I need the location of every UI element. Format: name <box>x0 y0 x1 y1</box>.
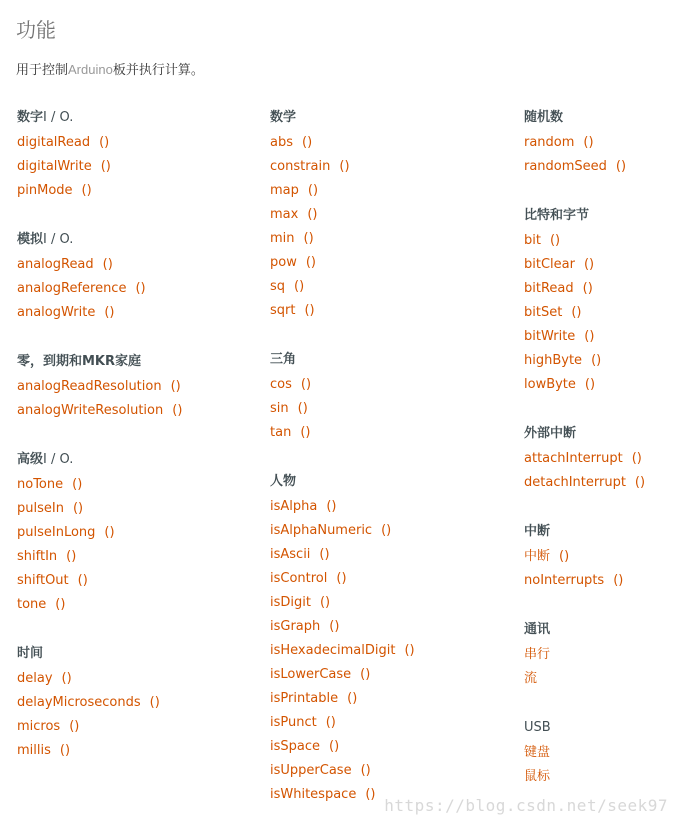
function-group <box>524 521 674 593</box>
function-link-sq[interactable] <box>270 275 500 299</box>
function-link-millis[interactable] <box>17 739 247 763</box>
function-name: analogRead <box>17 257 94 272</box>
function-link-isprintable[interactable] <box>270 687 500 711</box>
group-heading-label: 数学 <box>270 110 297 125</box>
group-spacer <box>524 397 674 423</box>
group-heading-suffix: I / O. <box>43 452 74 467</box>
function-parens: () <box>77 573 88 588</box>
function-name: isAlpha <box>270 499 318 514</box>
group-heading-label: 外部中断 <box>524 426 577 441</box>
function-parens: () <box>584 377 596 392</box>
function-name: noTone <box>17 477 64 492</box>
group-spacer <box>17 617 247 643</box>
function-name: cos <box>270 377 292 392</box>
function-parens: () <box>329 619 340 634</box>
function-parens: () <box>307 207 318 222</box>
group-heading <box>17 449 247 473</box>
function-name: map <box>270 183 299 198</box>
function-parens: () <box>326 499 337 514</box>
function-name: abs <box>270 135 293 150</box>
function-name: millis <box>17 743 51 758</box>
function-name: random <box>524 135 575 150</box>
function-name: delay <box>17 671 53 686</box>
function-parens: () <box>55 597 66 612</box>
function-link-shiftin[interactable] <box>17 545 247 569</box>
function-parens: () <box>81 183 92 198</box>
group-spacer <box>524 495 674 521</box>
function-parens: () <box>61 671 72 686</box>
library-link[interactable]: 串行 <box>524 647 551 662</box>
function-parens: () <box>307 183 319 198</box>
function-parens: () <box>381 523 392 538</box>
group-spacer <box>17 203 247 229</box>
function-parens: () <box>360 763 371 778</box>
function-link-map[interactable] <box>270 179 500 203</box>
function-name: bitSet <box>524 305 563 320</box>
column-2 <box>270 107 500 807</box>
function-link-digitalwrite[interactable] <box>17 155 247 179</box>
function-group <box>17 643 247 763</box>
function-link-tan[interactable] <box>270 421 500 445</box>
function-link-islowercase[interactable] <box>270 663 500 687</box>
group-heading-suffix: I / O. <box>43 232 74 247</box>
group-heading-label: 零，到期和MKR家庭 <box>17 354 142 369</box>
function-parens: () <box>559 549 570 564</box>
column-3 <box>524 107 674 789</box>
group-heading-label: 人物 <box>270 474 297 489</box>
function-name: analogReadResolution <box>17 379 162 394</box>
group-heading-label: 时间 <box>17 646 44 661</box>
function-parens: () <box>360 667 371 682</box>
function-name: isHexadecimalDigit <box>270 643 396 658</box>
function-link-analogreadresolution[interactable] <box>17 375 247 399</box>
function-link-isdigit[interactable] <box>270 591 500 615</box>
function-group <box>524 423 674 495</box>
function-name: highByte <box>524 353 583 368</box>
function-link-micros[interactable] <box>17 715 247 739</box>
function-group <box>17 449 247 617</box>
function-parens: () <box>135 281 146 296</box>
function-parens: () <box>613 573 624 588</box>
function-parens: () <box>305 255 316 270</box>
function-parens: () <box>303 231 314 246</box>
function-name: pow <box>270 255 297 270</box>
function-parens: () <box>631 451 642 466</box>
function-link-isspace[interactable] <box>270 735 500 759</box>
function-parens: () <box>102 257 113 272</box>
function-link-isgraph[interactable] <box>270 615 500 639</box>
function-group <box>17 351 247 423</box>
function-name: max <box>270 207 299 222</box>
function-link-notone[interactable] <box>17 473 247 497</box>
function-parens: () <box>634 475 646 490</box>
library-link[interactable]: 键盘 <box>524 745 551 760</box>
function-parens: () <box>583 135 594 150</box>
group-heading <box>17 643 247 667</box>
function-parens: () <box>66 549 77 564</box>
group-heading-label: 模拟 <box>17 232 44 247</box>
function-link-pow[interactable] <box>270 251 500 275</box>
function-name: isPrintable <box>270 691 339 706</box>
function-link-randomseed[interactable] <box>524 155 674 179</box>
function-name: attachInterrupt <box>524 451 623 466</box>
function-name: delayMicroseconds <box>17 695 141 710</box>
function-name: isGraph <box>270 619 321 634</box>
column-1 <box>17 107 247 763</box>
function-link-ishexadecimaldigit[interactable] <box>270 639 500 663</box>
function-name: lowByte <box>524 377 576 392</box>
function-parens: () <box>347 691 358 706</box>
function-name: bitWrite <box>524 329 576 344</box>
function-name: bitClear <box>524 257 575 272</box>
library-link[interactable]: 鼠标 <box>524 769 551 784</box>
function-link-attachinterrupt[interactable] <box>524 447 674 471</box>
group-heading-label: 数字 <box>17 110 44 125</box>
intro-before: 用于控制 <box>16 63 69 78</box>
function-parens: () <box>325 715 336 730</box>
library-link[interactable]: 流 <box>524 671 538 686</box>
function-parens: () <box>297 401 308 416</box>
function-link-analogwriteresolution[interactable] <box>17 399 247 423</box>
function-parens: () <box>300 377 312 392</box>
function-link-isalphanumeric[interactable] <box>270 519 500 543</box>
function-name: isSpace <box>270 739 321 754</box>
function-link-iscontrol[interactable] <box>270 567 500 591</box>
group-spacer <box>524 593 674 619</box>
function-link-highbyte[interactable] <box>524 349 674 373</box>
function-link-analogreference[interactable] <box>17 277 247 301</box>
function-parens: () <box>72 501 84 516</box>
function-link-sin[interactable] <box>270 397 500 421</box>
group-spacer <box>270 323 500 349</box>
function-link-max[interactable] <box>270 203 500 227</box>
function-link-min[interactable] <box>270 227 500 251</box>
function-group <box>524 205 674 397</box>
function-name: micros <box>17 719 61 734</box>
group-heading <box>270 349 500 373</box>
group-heading-suffix: I / O. <box>43 110 74 125</box>
function-link-analogwrite[interactable] <box>17 301 247 325</box>
function-name: shiftIn <box>17 549 58 564</box>
function-parens: () <box>69 719 80 734</box>
function-link-isuppercase[interactable] <box>270 759 500 783</box>
function-group <box>270 107 500 323</box>
function-name: analogReference <box>17 281 127 296</box>
function-parens: () <box>104 525 115 540</box>
function-name: digitalRead <box>17 135 91 150</box>
function-parens: () <box>549 233 561 248</box>
group-heading <box>524 107 674 131</box>
function-name: pinMode <box>17 183 73 198</box>
function-parens: () <box>59 743 71 758</box>
function-parens: () <box>319 547 330 562</box>
function-parens: () <box>582 281 593 296</box>
function-link-isascii[interactable] <box>270 543 500 567</box>
group-heading-label: 比特和字节 <box>524 208 590 223</box>
function-link-item[interactable] <box>524 545 674 569</box>
function-name: bitRead <box>524 281 574 296</box>
function-name: detachInterrupt <box>524 475 626 490</box>
function-name: isWhitespace <box>270 787 357 802</box>
function-link-delaymicroseconds[interactable] <box>17 691 247 715</box>
function-parens: () <box>615 159 627 174</box>
function-parens: () <box>170 379 181 394</box>
function-parens: () <box>584 329 595 344</box>
group-spacer <box>17 423 247 449</box>
function-link-isalpha[interactable] <box>270 495 500 519</box>
function-link-tone[interactable] <box>17 593 247 617</box>
function-link-bit[interactable] <box>524 229 674 253</box>
function-name: isPunct <box>270 715 317 730</box>
function-parens: () <box>571 305 582 320</box>
function-link-nointerrupts[interactable] <box>524 569 674 593</box>
function-group <box>17 107 247 203</box>
group-heading <box>17 229 247 253</box>
function-link-pulseinlong[interactable] <box>17 521 247 545</box>
function-parens: () <box>583 257 595 272</box>
function-parens: () <box>104 305 115 320</box>
function-link-bitwrite[interactable] <box>524 325 674 349</box>
function-name: 中断 <box>524 549 551 564</box>
function-name: sq <box>270 279 286 294</box>
function-name: tone <box>17 597 47 612</box>
function-name: digitalWrite <box>17 159 92 174</box>
function-parens: () <box>99 135 110 150</box>
group-spacer <box>524 179 674 205</box>
function-name: analogWrite <box>17 305 96 320</box>
function-name: isDigit <box>270 595 311 610</box>
function-link-constrain[interactable] <box>270 155 500 179</box>
function-parens: () <box>302 135 313 150</box>
function-link-random[interactable] <box>524 131 674 155</box>
watermark: https://blog.csdn.net/seek97 <box>384 796 668 815</box>
group-heading <box>17 351 247 375</box>
group-heading-label: 中断 <box>524 524 551 539</box>
function-link-detachinterrupt[interactable] <box>524 471 674 495</box>
function-parens: () <box>294 279 305 294</box>
intro-after: 板并执行计算。 <box>112 63 204 78</box>
function-name: isAscii <box>270 547 311 562</box>
function-name: min <box>270 231 295 246</box>
group-spacer <box>17 325 247 351</box>
function-group <box>270 471 500 807</box>
function-parens: () <box>149 695 160 710</box>
function-link-shiftout[interactable] <box>17 569 247 593</box>
group-heading <box>17 107 247 131</box>
function-name: analogWriteResolution <box>17 403 164 418</box>
group-heading <box>524 717 674 741</box>
function-name: tan <box>270 425 292 440</box>
function-link-delay[interactable] <box>17 667 247 691</box>
function-name: sqrt <box>270 303 296 318</box>
function-name: noInterrupts <box>524 573 605 588</box>
function-name: constrain <box>270 159 331 174</box>
function-link-lowbyte[interactable] <box>524 373 674 397</box>
function-name: isLowerCase <box>270 667 352 682</box>
function-name: sin <box>270 401 289 416</box>
group-spacer <box>270 445 500 471</box>
intro-highlight: Arduino <box>68 62 113 77</box>
function-group <box>524 107 674 179</box>
function-parens: () <box>300 425 311 440</box>
function-link-bitclear[interactable] <box>524 253 674 277</box>
group-heading-label: 通讯 <box>524 622 551 637</box>
page-title: 功能 <box>16 18 56 42</box>
intro-text <box>16 60 204 81</box>
function-link-bitset[interactable] <box>524 301 674 325</box>
group-heading-label: 随机数 <box>524 110 564 125</box>
function-name: randomSeed <box>524 159 607 174</box>
function-parens: () <box>591 353 602 368</box>
group-heading-label: 高级 <box>17 452 44 467</box>
group-heading <box>270 471 500 495</box>
function-link-bitread[interactable] <box>524 277 674 301</box>
group-spacer <box>524 691 674 717</box>
function-parens: () <box>172 403 183 418</box>
function-parens: () <box>319 595 331 610</box>
function-parens: () <box>339 159 350 174</box>
function-parens: () <box>329 739 340 754</box>
group-heading <box>524 423 674 447</box>
function-group <box>524 619 674 691</box>
function-name: isAlphaNumeric <box>270 523 373 538</box>
function-link-abs[interactable] <box>270 131 500 155</box>
function-parens: () <box>365 787 376 802</box>
group-heading-label: 三角 <box>270 352 297 367</box>
function-name: isUpperCase <box>270 763 352 778</box>
function-name: pulseIn <box>17 501 64 516</box>
function-link-cos[interactable] <box>270 373 500 397</box>
function-parens: () <box>404 643 415 658</box>
group-heading <box>524 619 674 643</box>
function-group <box>270 349 500 445</box>
group-heading <box>524 205 674 229</box>
function-group <box>524 717 674 789</box>
function-parens: () <box>100 159 111 174</box>
function-name: bit <box>524 233 541 248</box>
function-name: shiftOut <box>17 573 69 588</box>
group-heading <box>270 107 500 131</box>
function-link-analogread[interactable] <box>17 253 247 277</box>
function-link-pinmode[interactable] <box>17 179 247 203</box>
function-parens: () <box>304 303 315 318</box>
function-link-ispunct[interactable] <box>270 711 500 735</box>
function-parens: () <box>72 477 83 492</box>
group-heading <box>524 521 674 545</box>
function-group <box>17 229 247 325</box>
function-link-pulsein[interactable] <box>17 497 247 521</box>
function-name: isControl <box>270 571 328 586</box>
function-link-sqrt[interactable] <box>270 299 500 323</box>
function-link-digitalread[interactable] <box>17 131 247 155</box>
function-parens: () <box>336 571 347 586</box>
group-heading-label: USB <box>524 720 551 735</box>
function-name: pulseInLong <box>17 525 96 540</box>
